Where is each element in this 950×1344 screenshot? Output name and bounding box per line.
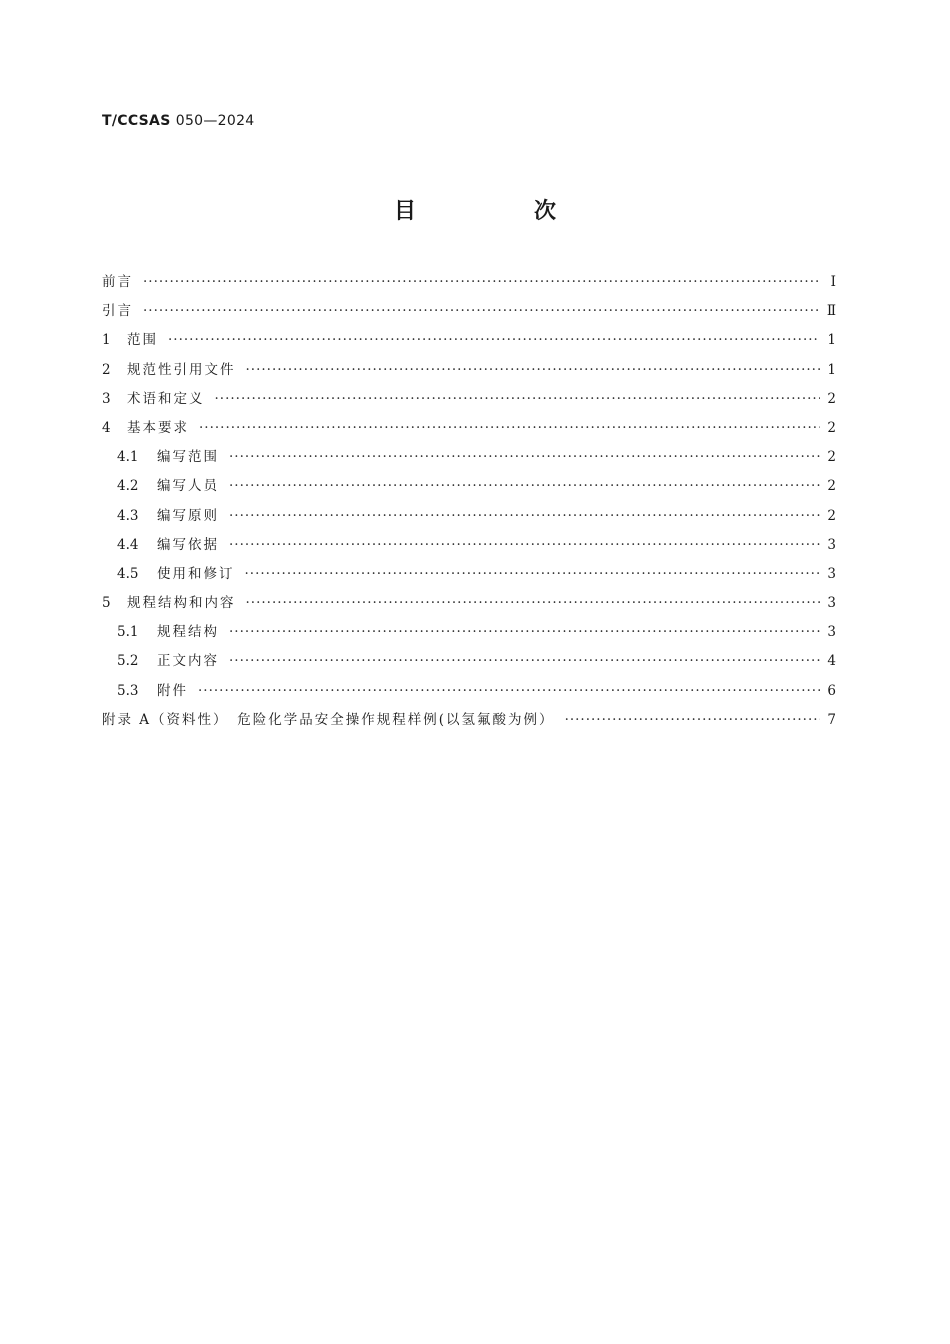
toc-entry-label: 编写人员 bbox=[157, 478, 219, 495]
toc-entry-label: 基本要求 bbox=[127, 419, 189, 436]
toc-dot-leader bbox=[246, 595, 821, 611]
toc-entry[interactable] bbox=[102, 649, 836, 678]
toc-entry-label: 规范性引用文件 bbox=[127, 361, 236, 378]
toc-entry-label: 前言 bbox=[102, 274, 133, 290]
toc-dot-leader bbox=[246, 362, 821, 378]
toc-entry[interactable] bbox=[102, 533, 836, 562]
toc-entry-number: 5.1 bbox=[117, 624, 139, 641]
toc-entry-page: 7 bbox=[827, 711, 836, 728]
toc-entry[interactable] bbox=[102, 591, 836, 620]
toc-dot-leader bbox=[198, 683, 820, 699]
toc-dot-leader bbox=[565, 712, 820, 728]
toc-entry-label: 正文内容 bbox=[157, 653, 219, 670]
toc-entry-label: 术语和定义 bbox=[127, 390, 205, 407]
toc-entry-label: 附件 bbox=[157, 682, 188, 699]
toc-entry-label: 范围 bbox=[127, 332, 158, 349]
toc-entry-page: 2 bbox=[827, 449, 836, 466]
toc-dot-leader bbox=[229, 624, 820, 640]
toc-entry[interactable] bbox=[102, 708, 836, 737]
toc-entry-page: 3 bbox=[827, 536, 836, 553]
toc-entry-page: 2 bbox=[827, 419, 836, 436]
toc-entry[interactable] bbox=[102, 474, 836, 503]
standard-code-prefix: T/CCSAS bbox=[102, 113, 171, 129]
toc-entry[interactable] bbox=[102, 328, 836, 357]
toc-entry[interactable] bbox=[102, 270, 836, 299]
toc-entry-number: 4 bbox=[102, 419, 111, 436]
toc-entry[interactable] bbox=[102, 387, 836, 416]
toc-entry[interactable] bbox=[102, 504, 836, 533]
toc-dot-leader bbox=[245, 566, 821, 582]
toc-entry-page: 1 bbox=[827, 332, 836, 349]
toc-entry-page: 6 bbox=[827, 682, 836, 699]
toc-entry-number: 4.2 bbox=[117, 478, 139, 495]
toc-entry-label: 规程结构和内容 bbox=[127, 595, 236, 612]
toc-entry-number: 5 bbox=[102, 595, 111, 612]
toc-entry-page: Ⅰ bbox=[830, 274, 836, 290]
toc-entry-label: 附录 A（资料性） 危险化学品安全操作规程样例(以氢氟酸为例） bbox=[102, 711, 555, 728]
toc-entry-number: 5.2 bbox=[117, 653, 139, 670]
toc-entry[interactable] bbox=[102, 416, 836, 445]
toc-entry[interactable] bbox=[102, 562, 836, 591]
toc-dot-leader bbox=[229, 653, 820, 669]
toc-entry-label: 规程结构 bbox=[157, 624, 219, 641]
table-of-contents bbox=[102, 270, 836, 737]
toc-dot-leader bbox=[229, 508, 820, 524]
toc-entry-number: 4.1 bbox=[117, 449, 139, 466]
toc-dot-leader bbox=[143, 274, 820, 290]
toc-entry[interactable] bbox=[102, 358, 836, 387]
toc-entry-number: 1 bbox=[102, 332, 111, 349]
toc-entry-number: 4.5 bbox=[117, 565, 139, 582]
toc-entry-page: 1 bbox=[827, 361, 836, 378]
toc-entry-page: 2 bbox=[827, 390, 836, 407]
toc-entry[interactable] bbox=[102, 620, 836, 649]
toc-entry-page: Ⅱ bbox=[826, 303, 836, 320]
toc-entry-number: 5.3 bbox=[117, 682, 139, 699]
toc-entry-label: 编写范围 bbox=[157, 449, 219, 466]
toc-entry-label: 编写原则 bbox=[157, 507, 219, 524]
toc-dot-leader bbox=[229, 478, 820, 494]
toc-entry-page: 2 bbox=[827, 478, 836, 495]
toc-entry-label: 引言 bbox=[102, 303, 133, 320]
toc-entry-page: 2 bbox=[827, 507, 836, 524]
toc-dot-leader bbox=[229, 537, 820, 553]
standard-code-number: 050—2024 bbox=[175, 113, 255, 129]
toc-entry-page: 3 bbox=[827, 595, 836, 612]
toc-entry-number: 4.4 bbox=[117, 536, 139, 553]
toc-dot-leader bbox=[215, 391, 821, 407]
toc-entry-page: 3 bbox=[827, 565, 836, 582]
toc-entry-number: 4.3 bbox=[117, 507, 139, 524]
standard-code bbox=[102, 113, 255, 129]
toc-entry-label: 编写依据 bbox=[157, 536, 219, 553]
toc-dot-leader bbox=[143, 303, 820, 319]
toc-entry-page: 3 bbox=[827, 624, 836, 641]
toc-entry[interactable] bbox=[102, 299, 836, 328]
toc-title: 目 次 bbox=[393, 199, 604, 224]
toc-dot-leader bbox=[199, 420, 820, 436]
toc-entry-number: 3 bbox=[102, 390, 111, 407]
toc-entry[interactable] bbox=[102, 679, 836, 708]
toc-entry[interactable] bbox=[102, 445, 836, 474]
toc-entry-label: 使用和修订 bbox=[157, 565, 235, 582]
toc-dot-leader bbox=[229, 449, 820, 465]
toc-entry-number: 2 bbox=[102, 361, 111, 378]
toc-dot-leader bbox=[168, 332, 820, 348]
toc-entry-page: 4 bbox=[827, 653, 836, 670]
